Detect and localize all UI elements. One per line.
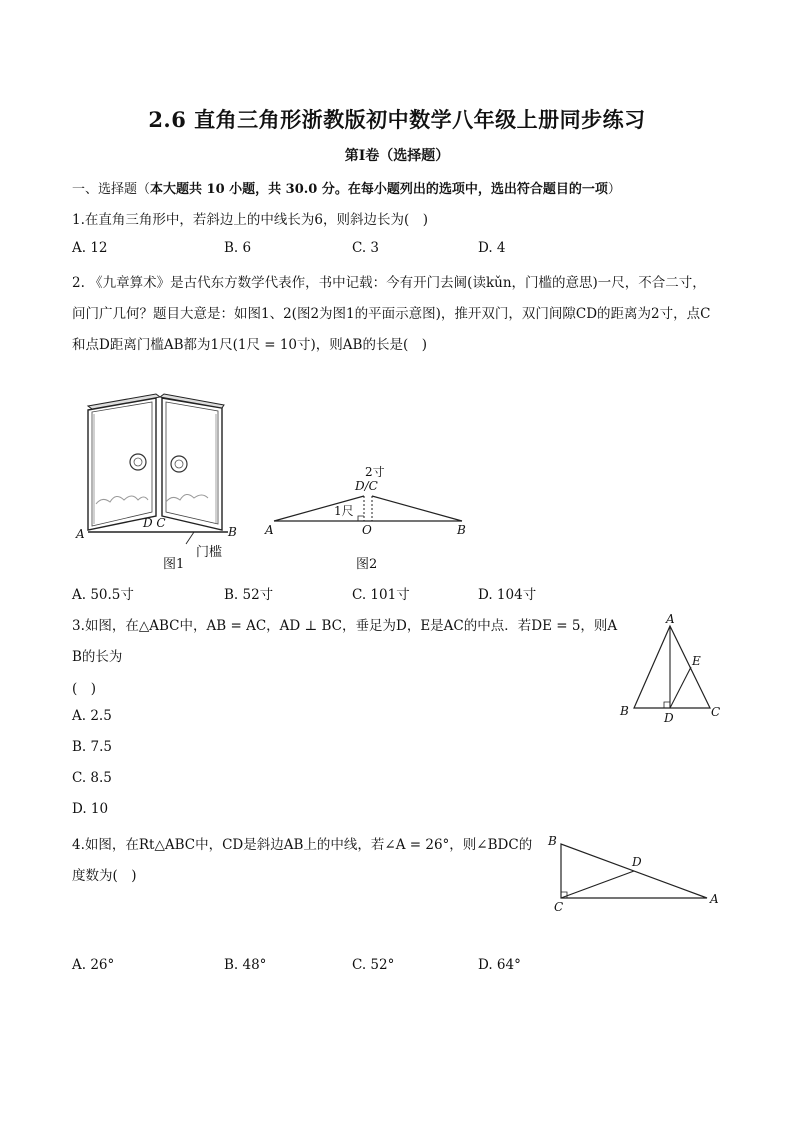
q4-label-c: C xyxy=(554,900,564,914)
q3-option-d: D. 10 xyxy=(72,801,109,817)
q4-option-b: B. 48° xyxy=(224,957,267,973)
q4-label-b: B xyxy=(548,834,557,848)
fig1-label-a: A xyxy=(76,527,85,541)
section-prefix: 一、选择题（ xyxy=(72,182,151,197)
fig2-label-height: 1尺 xyxy=(334,504,354,518)
fig1-caption: 图1 xyxy=(163,557,185,572)
q3-label-c: C xyxy=(711,705,721,719)
fig2-label-b: B xyxy=(457,523,466,537)
q3-option-a: A. 2.5 xyxy=(72,708,112,724)
fig1-label-sill: 门槛 xyxy=(196,545,223,560)
q4-option-d: D. 64° xyxy=(478,957,521,973)
q3-label-d: D xyxy=(664,711,674,725)
q4-label-d: D xyxy=(632,855,642,869)
section-suffix: ） xyxy=(607,182,621,197)
q1-option-d: D. 4 xyxy=(478,240,506,256)
q4-option-c: C. 52° xyxy=(352,957,395,973)
fig2-label-o: O xyxy=(362,523,372,537)
q2-option-d: D. 104寸 xyxy=(478,587,537,603)
q2-option-b: B. 52寸 xyxy=(224,587,274,603)
fig2-label-a: A xyxy=(265,523,274,537)
q2-option-a: A. 50.5寸 xyxy=(72,587,134,603)
question-3-stem-line2: B的长为 xyxy=(72,649,123,665)
q3-label-e: E xyxy=(692,654,701,668)
q4-option-a: A. 26° xyxy=(72,957,115,973)
fig2-label-dc: D/C xyxy=(355,479,378,493)
question-4-stem-line1: 4.如图，在Rt△ABC中，CD是斜边AB上的中线，若∠A = 26°，则∠BDC的 xyxy=(72,837,533,853)
question-3-stem-line1: 3.如图，在△ABC中，AB = AC，AD ⊥ BC，垂足为D，E是AC的中点．若DE = 5，则A xyxy=(72,618,618,634)
q3-label-a: A xyxy=(666,612,675,626)
question-1-stem: 1.在直角三角形中，若斜边上的中线长为6，则斜边长为( ) xyxy=(72,212,429,228)
q3-option-c: C. 8.5 xyxy=(72,770,112,786)
q1-option-b: B. 6 xyxy=(224,240,252,256)
q1-option-c: C. 3 xyxy=(352,240,380,256)
page-title: 2.6 直角三角形浙教版初中数学八年级上册同步练习 xyxy=(148,107,646,132)
volume-heading: 第I卷（选择题） xyxy=(344,148,450,164)
q4-label-a: A xyxy=(710,892,719,906)
q4-figure-triangle xyxy=(552,838,712,904)
fig2-label-gap: 2寸 xyxy=(365,465,385,479)
question-2-stem-line2: 问门广几何？题目大意是：如图1、2(图2为图1的平面示意图)，推开双门，双门间隙CD的距离为2寸，点C xyxy=(72,306,711,322)
section-instruction: 本大题共 10 小题，共 30.0 分。在每小题列出的选项中，选出符合题目的一项 xyxy=(150,182,608,197)
fig2-caption: 图2 xyxy=(356,557,378,572)
q1-option-a: A. 12 xyxy=(72,240,108,256)
question-3-stem-line3: ( ) xyxy=(72,681,97,697)
q3-option-b: B. 7.5 xyxy=(72,739,112,755)
q2-figure1-door xyxy=(74,392,264,572)
fig1-label-dc: D C xyxy=(143,516,166,530)
question-4-stem-line2: 度数为( ) xyxy=(72,868,137,884)
q3-figure-triangle xyxy=(620,622,720,722)
section-heading xyxy=(72,178,621,197)
q2-option-c: C. 101寸 xyxy=(352,587,410,603)
q3-label-b: B xyxy=(620,704,629,718)
fig1-label-b: B xyxy=(228,525,237,539)
question-2-stem-line1: 2. 《九章算术》是古代东方数学代表作，书中记载：今有开门去阃(读kǔn，门槛的意思)一尺，不合二寸， xyxy=(72,275,706,291)
question-2-stem-line3: 和点D距离门槛AB都为1尺(1尺 = 10寸)，则AB的长是( ) xyxy=(72,337,427,353)
